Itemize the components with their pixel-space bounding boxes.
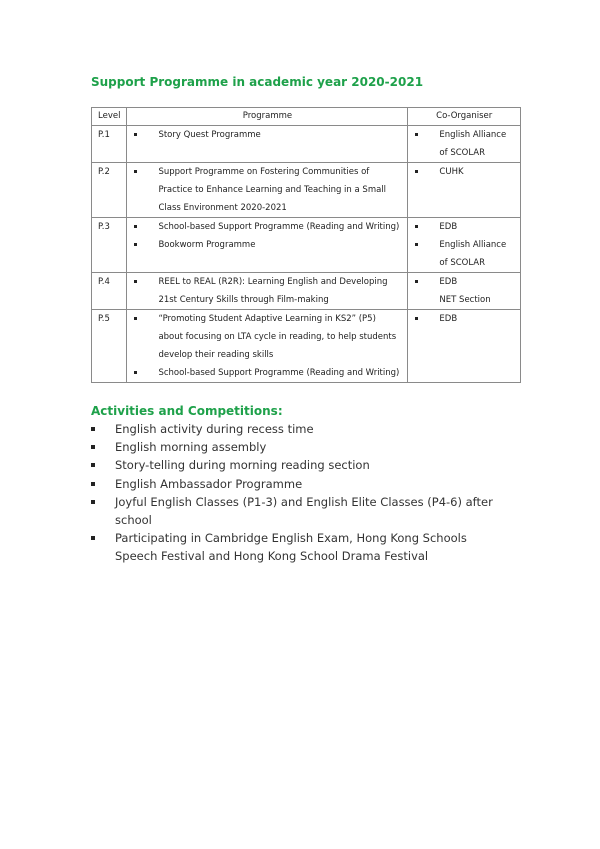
organiser-note: NET Section <box>439 295 491 305</box>
organiser-cell <box>408 273 521 310</box>
list-item: English Ambassador Programme <box>91 475 501 493</box>
activities-list <box>91 420 501 566</box>
header-coorganiser: Co-Organiser <box>408 108 521 126</box>
programme-item: REEL to REAL (R2R): Learning English and Developing 21st Century Skills through Film-making <box>133 273 401 309</box>
programme-item: School-based Support Programme (Reading and Writing) <box>133 218 401 236</box>
programme-item: School-based Support Programme (Reading and Writing) <box>133 364 401 382</box>
level-cell: P.1 <box>92 126 127 163</box>
level-cell: P.5 <box>92 310 127 383</box>
programme-item: Support Programme on Fostering Communities of Practice to Enhance Learning and Teaching in a Small Class Environment 2020-2021 <box>133 163 401 217</box>
organiser-item: English Alliance of SCOLAR <box>414 236 514 272</box>
support-programme-table <box>91 107 521 383</box>
header-programme: Programme <box>127 108 408 126</box>
table-row <box>92 126 521 163</box>
organiser-item: CUHK <box>414 163 514 181</box>
list-item: English activity during recess time <box>91 420 501 438</box>
organiser-cell <box>408 218 521 273</box>
level-cell: P.2 <box>92 163 127 218</box>
organiser-item: EDB <box>414 273 514 291</box>
table-row <box>92 163 521 218</box>
table-row <box>92 218 521 273</box>
list-item: Story-telling during morning reading section <box>91 456 501 474</box>
programme-item: Bookworm Programme <box>133 236 401 254</box>
list-item: English morning assembly <box>91 438 501 456</box>
organiser-item: EDB <box>414 218 514 236</box>
level-cell: P.3 <box>92 218 127 273</box>
programme-item: “Promoting Student Adaptive Learning in KS2” (P5) about focusing on LTA cycle in reading, to help students develop their reading skills <box>133 310 401 364</box>
programme-cell <box>127 126 408 163</box>
programme-item: Story Quest Programme <box>133 126 401 144</box>
level-cell: P.4 <box>92 273 127 310</box>
table-header-row <box>92 108 521 126</box>
organiser-item: EDB <box>414 310 514 328</box>
programme-cell <box>127 273 408 310</box>
list-item: Joyful English Classes (P1-3) and English Elite Classes (P4-6) after school <box>91 493 501 529</box>
activities-heading: Activities and Competitions: <box>91 404 283 418</box>
programme-cell <box>127 310 408 383</box>
list-item: Participating in Cambridge English Exam, Hong Kong Schools Speech Festival and Hong Kong School Drama Festival <box>91 529 501 565</box>
support-programme-heading: Support Programme in academic year 2020-2021 <box>91 75 424 89</box>
programme-cell <box>127 218 408 273</box>
table-row <box>92 310 521 383</box>
organiser-cell <box>408 126 521 163</box>
organiser-cell <box>408 310 521 383</box>
header-level: Level <box>92 108 127 126</box>
organiser-cell <box>408 163 521 218</box>
table-row <box>92 273 521 310</box>
programme-cell <box>127 163 408 218</box>
organiser-item: English Alliance of SCOLAR <box>414 126 514 162</box>
